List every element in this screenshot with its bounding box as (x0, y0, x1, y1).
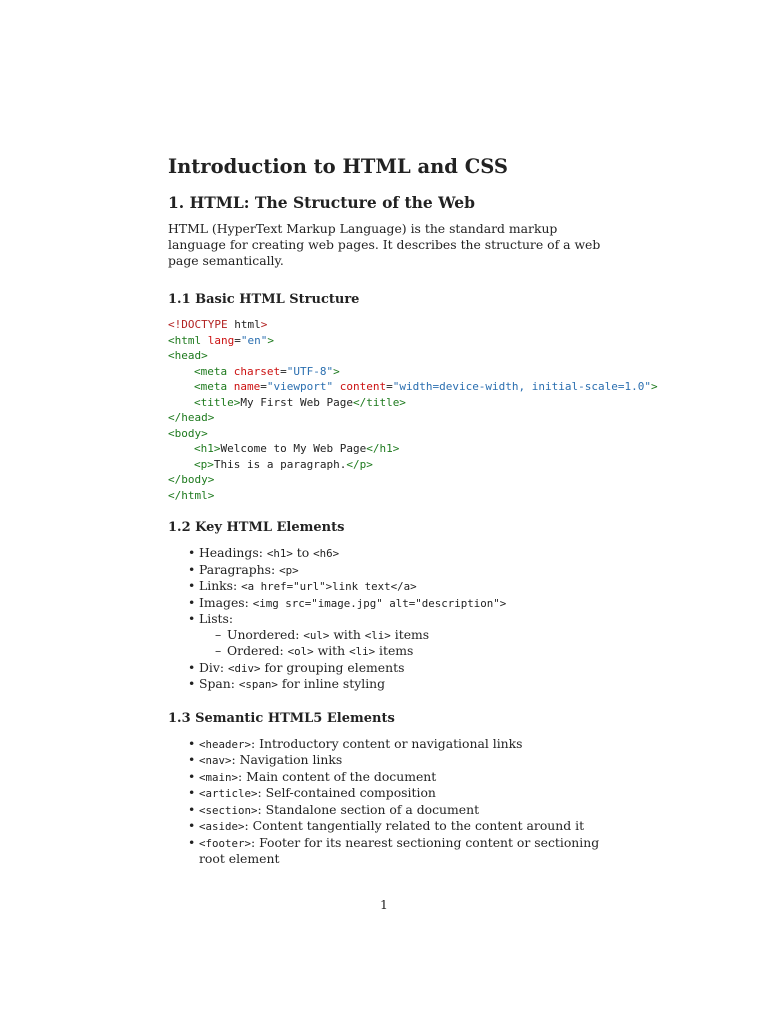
page-number: 1 (380, 897, 388, 912)
inline-code: <a href="url">link text</a> (241, 580, 417, 593)
code-token: My First Web Page (240, 395, 353, 409)
code-line (168, 317, 608, 333)
code-token: "width=device-width, initial-scale=1.0" (392, 380, 651, 393)
code-token: Welcome to My Web Page (220, 442, 367, 455)
code-token: html (227, 318, 261, 331)
item-text: to (292, 545, 314, 560)
inline-code: <p> (279, 563, 299, 577)
code-token: = (260, 380, 267, 393)
section-1-intro: HTML (HyperText Markup Language) is the standard markup language for creating web pages. It describes the structure of a web page semantically. (168, 221, 601, 268)
code-token: <h1> (194, 442, 221, 455)
list-item (168, 676, 608, 693)
code-token: > (260, 318, 268, 331)
inline-code: <li> (349, 645, 376, 658)
code-token: <!DOCTYPE (168, 318, 228, 331)
list-item (168, 736, 608, 753)
list-item (168, 752, 608, 769)
subsection-1-1-heading: 1.1 Basic HTML Structure (168, 292, 360, 307)
item-text: : Navigation links (231, 752, 343, 767)
code-token: </title> (352, 395, 406, 409)
inline-code: <main> (199, 770, 239, 784)
list-item (168, 660, 608, 677)
code-token: This is a paragraph. (213, 457, 347, 471)
inline-code: <li> (364, 628, 391, 642)
code-line (168, 488, 608, 504)
code-token: </h1> (366, 442, 400, 455)
item-text: : Standalone section of a document (257, 801, 480, 817)
code-line (168, 364, 608, 380)
inline-code: <footer> (199, 836, 252, 850)
item-text: Div: (199, 659, 229, 675)
code-token: content (339, 380, 387, 393)
code-token: = (234, 333, 241, 347)
code-token: </body> (168, 473, 215, 486)
code-token: </html> (168, 488, 215, 502)
item-text: items (375, 643, 414, 658)
code-token (333, 380, 340, 393)
code-token: lang (207, 333, 235, 347)
list-item (168, 562, 608, 579)
sub-list (199, 627, 608, 660)
item-text: Ordered: (227, 643, 288, 658)
code-token: <title> (194, 395, 241, 409)
html-code-block (168, 317, 658, 503)
inline-code: <span> (238, 678, 278, 691)
list-item (168, 785, 608, 802)
list-item (168, 545, 608, 562)
subsection-1-2-heading: 1.2 Key HTML Elements (168, 520, 345, 535)
document-page (168, 152, 658, 867)
item-text: Span: (199, 676, 239, 691)
item-text: : Main content of the document (238, 768, 437, 784)
list-item (199, 643, 608, 660)
list-item (168, 769, 608, 786)
code-line (168, 441, 608, 457)
code-line (168, 333, 608, 349)
item-text: Paragraphs: (199, 561, 280, 577)
item-text: Lists: (199, 611, 234, 626)
code-token: > (267, 333, 274, 347)
inline-code: <div> (228, 661, 261, 675)
inline-code: <nav> (199, 754, 232, 767)
semantic-elements-list (168, 736, 608, 867)
item-text: with (329, 626, 365, 642)
list-item (168, 595, 608, 612)
code-token: <meta (194, 364, 228, 378)
subsection-1-3-heading: 1.3 Semantic HTML5 Elements (168, 710, 395, 726)
list-item (168, 835, 608, 867)
inline-code: <section> (199, 803, 258, 817)
list-item (168, 578, 608, 595)
code-token: </p> (346, 457, 373, 471)
list-item (199, 627, 608, 644)
item-text: with (313, 643, 350, 658)
code-token (227, 380, 234, 393)
code-token: > (333, 364, 340, 378)
item-text: Images: (199, 594, 253, 610)
list-item (168, 802, 608, 819)
code-line (168, 395, 608, 411)
code-token: <body> (168, 426, 208, 440)
code-token: charset (233, 364, 281, 378)
code-line (168, 457, 608, 473)
inline-code: <ol> (287, 645, 314, 658)
inline-code: <h6> (313, 547, 340, 560)
item-text: Headings: (199, 545, 267, 560)
inline-code: <ul> (303, 628, 330, 642)
code-token: <head> (168, 349, 208, 362)
code-line (168, 348, 608, 364)
key-elements-list (168, 545, 608, 693)
list-item (168, 611, 608, 660)
code-token: > (651, 380, 658, 393)
item-text: for inline styling (277, 676, 386, 691)
section-1-heading: 1. HTML: The Structure of the Web (168, 193, 476, 212)
inline-code: <h1> (266, 547, 293, 560)
list-item (168, 818, 608, 835)
item-text: : Footer for its nearest sectioning content or sectioning root element (199, 834, 600, 866)
code-token: name (233, 380, 261, 393)
inline-code: <aside> (199, 820, 245, 833)
code-token: "en" (240, 333, 268, 347)
item-text: items (390, 626, 430, 642)
item-text: : Self-contained composition (257, 785, 436, 800)
inline-code: <img src="image.jpg" alt="description"> (252, 596, 507, 610)
code-token: </head> (168, 411, 215, 424)
item-text: for grouping elements (260, 659, 405, 675)
code-line (168, 472, 608, 488)
item-text: : Introductory content or navigational links (251, 735, 523, 751)
inline-code: <header> (199, 737, 252, 751)
document-title: Introduction to HTML and CSS (168, 155, 508, 178)
code-line (168, 410, 608, 426)
code-token (227, 365, 234, 378)
code-token: <p> (194, 457, 214, 471)
code-token: "viewport" (266, 380, 334, 393)
item-text: Unordered: (227, 626, 304, 642)
code-token: = (386, 380, 393, 393)
code-token: <meta (194, 380, 228, 393)
code-line (168, 379, 658, 395)
code-line (168, 426, 608, 442)
item-text: : Content tangentially related to the content around it (244, 818, 585, 833)
inline-code: <article> (199, 787, 258, 800)
code-token: "UTF-8" (286, 364, 334, 378)
code-token: <html (168, 333, 202, 347)
code-token: = (280, 364, 287, 378)
item-text: Links: (199, 578, 242, 593)
code-token (201, 334, 208, 347)
